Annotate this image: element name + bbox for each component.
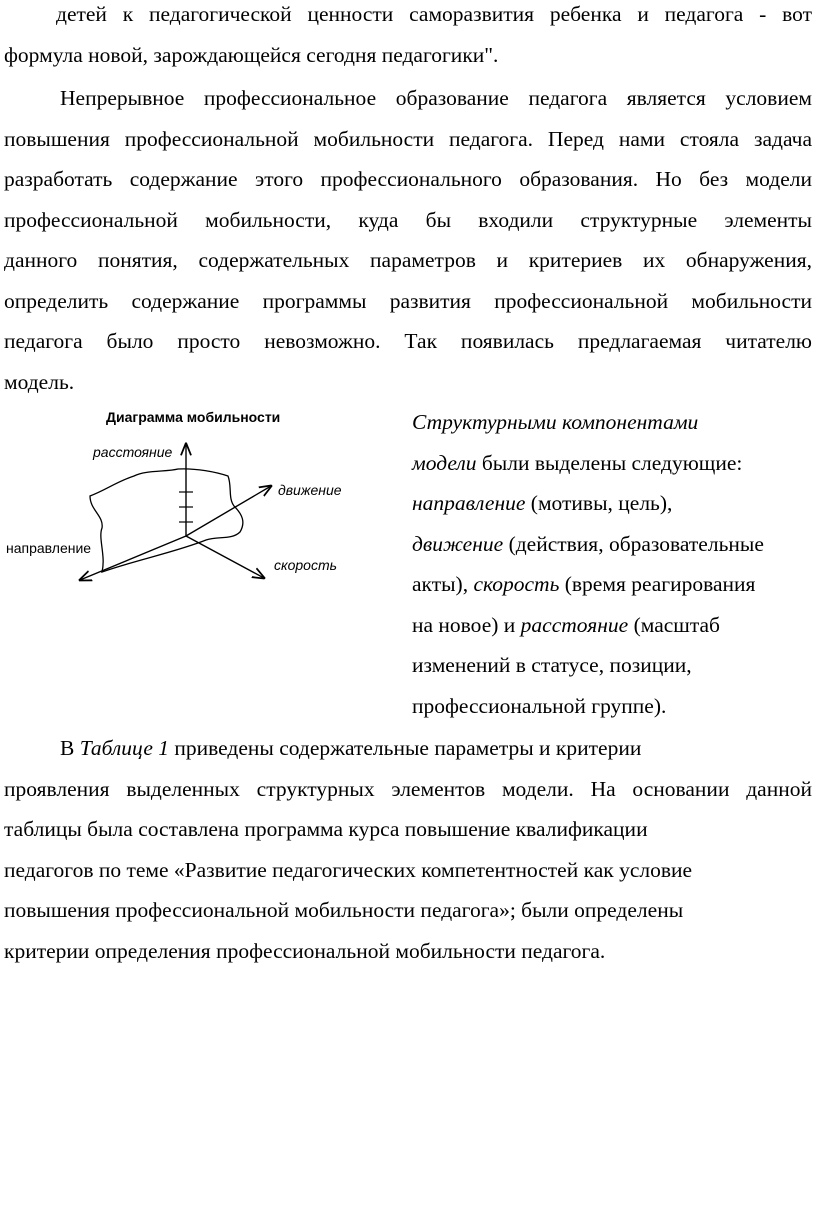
axis-movement: [186, 486, 271, 536]
text-line: детей к педагогической ценности саморазвития ребенка и педагога - вот: [56, 2, 812, 26]
italic-term: движение: [412, 531, 504, 556]
text-line: [412, 605, 816, 646]
label-speed: скорость: [274, 557, 337, 573]
text-line: педагогов по теме «Развитие педагогических компетентностей как условие: [4, 857, 693, 882]
text-fragment: (время реагирования: [559, 572, 756, 596]
text-line: критерии определения профессиональной мобильности педагога.: [4, 938, 606, 963]
diagram-surface-shape: [90, 469, 243, 572]
label-direction: направление: [6, 540, 92, 556]
text-line: изменений в статусе, позиции,: [412, 653, 692, 677]
paragraph-intro: [4, 0, 812, 75]
italic-term: модели: [412, 450, 477, 475]
italic-term: Таблице 1: [79, 736, 170, 760]
text-fragment: на новое) и: [412, 612, 521, 637]
text-line: определить содержание программы развития профессиональной мобильности: [4, 288, 812, 313]
axis-speed: [186, 536, 264, 578]
paragraph-main: [4, 78, 812, 402]
text-fragment: В: [60, 736, 80, 760]
axis-direction: [80, 536, 186, 580]
label-distance: расстояние: [93, 444, 173, 460]
text-line: профессиональной группе).: [412, 693, 667, 718]
text-line: педагога было просто невозможно. Так появилась предлагаемая читателю: [4, 329, 812, 353]
text-line: [412, 402, 816, 443]
text-line: профессиональной мобильности, куда бы входили структурные элементы: [4, 207, 812, 232]
mobility-diagram-figure: [6, 406, 366, 592]
text-line: таблицы была составлена программа курса повышение квалификации: [4, 817, 648, 841]
text-line: модель.: [4, 369, 75, 394]
side-text: [412, 402, 816, 726]
text-fragment: приведены содержательные параметры и критерии: [169, 736, 642, 760]
text-line: данного понятия, содержательных параметров и критериев их обнаружения,: [4, 248, 812, 272]
text-line: [412, 564, 816, 605]
text-line: проявления выделенных структурных элементов модели. На основании данной: [4, 776, 812, 801]
text-line: формула новой, зарождающейся сегодня педагогики".: [4, 42, 499, 67]
text-line: повышения профессиональной мобильности педагога»; были определены: [4, 898, 684, 922]
mobility-diagram: [6, 406, 366, 592]
text-fragment: (масштаб: [628, 612, 720, 637]
text-line: Непрерывное профессиональное образование педагога является условием: [60, 86, 812, 110]
text-line: [412, 443, 816, 484]
text-fragment: были выделены следующие:: [476, 450, 743, 475]
label-movement: движение: [278, 482, 342, 498]
text-fragment: акты),: [412, 572, 474, 596]
diagram-title: Диаграмма мобильности: [106, 409, 281, 425]
text-line: [412, 524, 816, 565]
italic-term: направление: [412, 491, 526, 515]
italic-term: скорость: [473, 572, 560, 596]
paragraph-table: [4, 728, 812, 971]
italic-term: Структурными компонентами: [412, 410, 699, 434]
text-line: повышения профессиональной мобильности педагога. Перед нами стояла задача: [4, 126, 812, 151]
italic-term: расстояние: [520, 612, 629, 637]
text-line: разработать содержание этого профессионального образования. Но без модели: [4, 167, 812, 191]
text-fragment: (мотивы, цель),: [525, 491, 673, 515]
text-line: [4, 728, 812, 769]
text-line: [412, 483, 816, 524]
text-fragment: (действия, образовательные: [503, 531, 764, 556]
